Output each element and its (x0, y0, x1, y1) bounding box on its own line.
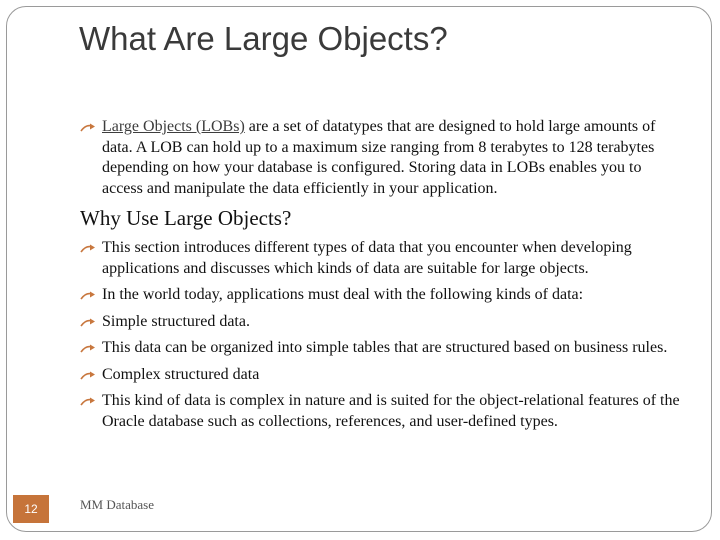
list-item (80, 391, 686, 432)
bullet-text: This section introduces different types of data that you encounter when developing applications and discusses which kinds of data are suitable for large objects. (102, 239, 632, 277)
curved-arrow-bullet-icon (80, 343, 96, 354)
curved-arrow-bullet-icon (80, 290, 96, 301)
bullet-text: Complex structured data (102, 365, 260, 383)
list-item (80, 338, 686, 359)
curved-arrow-bullet-icon (80, 122, 96, 133)
intro-bullet (80, 117, 686, 199)
bullet-text: This kind of data is complex in nature and is suited for the object-relational features of the Oracle database such as collections, references, and user-defined types. (102, 392, 680, 430)
bullet-text: In the world today, applications must deal with the following kinds of data: (102, 286, 584, 303)
section-heading: Why Use Large Objects? (80, 206, 292, 230)
footer-text: MM Database (80, 497, 155, 512)
slide-number-badge: 12 (13, 495, 49, 523)
list-item (80, 312, 686, 333)
bullet-text: Simple structured data. (102, 312, 250, 330)
curved-arrow-bullet-icon (80, 370, 96, 381)
curved-arrow-bullet-icon (80, 396, 96, 407)
curved-arrow-bullet-icon (80, 243, 96, 254)
curved-arrow-bullet-icon (80, 317, 96, 328)
list-item (80, 285, 686, 306)
slide-content (80, 117, 686, 438)
list-item (80, 365, 686, 386)
list-item (80, 238, 686, 279)
intro-text: are a set of datatypes that are designed to hold large amounts of data. A LOB can hold up to a maximum size ranging from 8 terabytes to 128 terabytes depending on how your database is configured. Storing data in LOBs enables you to access and manipulate the data efficiently in your application. (102, 118, 656, 197)
slide-title: What Are Large Objects? (79, 20, 448, 57)
bullet-text: This data can be organized into simple tables that are structured based on business rules. (102, 339, 668, 356)
lob-link[interactable]: Large Objects (LOBs) (102, 118, 245, 135)
